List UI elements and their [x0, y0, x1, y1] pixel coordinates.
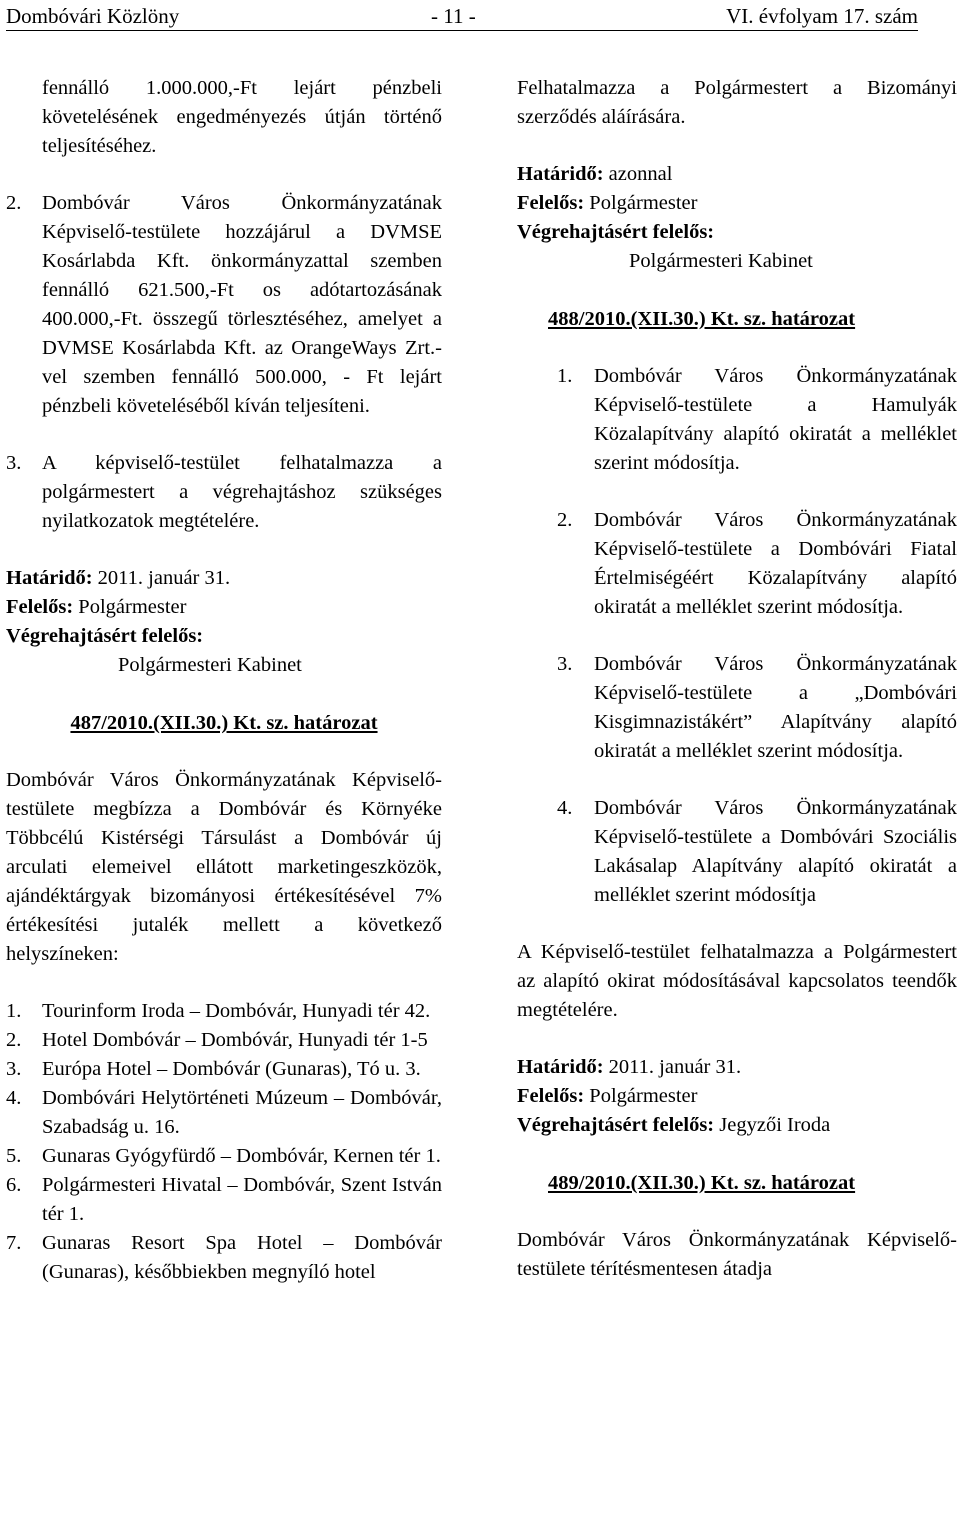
- exec-label: Végrehajtásért felelős:: [517, 221, 715, 243]
- decision-item-2: [6, 189, 442, 421]
- item-text: Dombóvár Város Önkormányzatának Képviselő-testülete hozzájárul a DVMSE Kosárlabda Kft. önkormányzattal szemben fennálló 621.500,-Ft os adótartozásának 400.000,-Ft. összegű törlesztéséhez, amelyet a DVMSE Kosárlabda Kft. az OrangeWays Zrt.-vel szemben fennálló 500.000, - Ft lejárt pénzbeli követeléséből kíván teljesíteni.: [42, 192, 442, 417]
- location-number: 4.: [6, 1087, 22, 1109]
- location-number: 3.: [6, 1058, 22, 1080]
- resolution-488-item: [517, 362, 957, 478]
- exec-value: Jegyzői Iroda: [719, 1114, 831, 1136]
- exec-label: Végrehajtásért felelős:: [517, 1114, 715, 1136]
- deadline-label: Határidő:: [6, 567, 93, 589]
- location-item: [6, 1142, 442, 1171]
- item-text: Dombóvár Város Önkormányzatának Képviselő-testülete a Dombóvári Szociális Lakásalap Alapítvány alapító okiratát a melléklet szerint módosítja: [594, 797, 957, 906]
- location-item: [6, 997, 442, 1026]
- exec-label: Végrehajtásért felelős:: [6, 625, 204, 647]
- location-text: Tourinform Iroda – Dombóvár, Hunyadi tér 42.: [42, 1000, 431, 1022]
- location-text: Dombóvári Helytörténeti Múzeum – Dombóvár, Szabadság u. 16.: [42, 1087, 442, 1138]
- authorize-text: Felhatalmazza a Polgármestert a Bizományi szerződés aláírására.: [517, 77, 957, 128]
- location-item: [6, 1229, 442, 1287]
- exec-line: [517, 1111, 957, 1140]
- item-text: Dombóvár Város Önkormányzatának Képviselő-testülete a „Dombóvári Kisgimnazistákért” Alapítvány alapító okiratát a melléklet szerint módosítja.: [594, 653, 957, 762]
- responsible-line: [6, 593, 442, 622]
- location-number: 7.: [6, 1232, 22, 1254]
- location-text: Gunaras Resort Spa Hotel – Dombóvár (Gunaras), későbbiekben megnyíló hotel: [42, 1232, 442, 1283]
- exec-value: Polgármesteri Kabinet: [629, 250, 813, 272]
- deadline-value: 2011. január 31.: [608, 1056, 742, 1078]
- location-number: 5.: [6, 1145, 22, 1167]
- location-item: [6, 1055, 442, 1084]
- responsible-label: Felelős:: [6, 596, 74, 618]
- location-text: Hotel Dombóvár – Dombóvár, Hunyadi tér 1-5: [42, 1029, 428, 1051]
- item-number: 2.: [6, 192, 22, 214]
- deadline-value: 2011. január 31.: [97, 567, 231, 589]
- exec-value: Polgármesteri Kabinet: [118, 654, 302, 676]
- responsible-value: Polgármester: [589, 1085, 698, 1107]
- deadline-value: azonnal: [608, 163, 673, 185]
- item-number: 1.: [557, 365, 573, 387]
- location-item: [6, 1171, 442, 1229]
- resolution-title-487: 487/2010.(XII.30.) Kt. sz. határozat: [70, 712, 378, 734]
- item-text: A képviselő-testület felhatalmazza a polgármestert a végrehajtáshoz szükséges nyilatkozatok megtételére.: [42, 452, 442, 532]
- location-item: [6, 1026, 442, 1055]
- location-number: 2.: [6, 1029, 22, 1051]
- closing-text: A Képviselő-testület felhatalmazza a Polgármestert az alapító okirat módosításával kapcsolatos teendők megtételére.: [517, 941, 957, 1021]
- item-number: 4.: [557, 797, 573, 819]
- item-text: Dombóvár Város Önkormányzatának Képviselő-testülete a Hamulyák Közalapítvány alapító okiratát a melléklet szerint módosítja.: [594, 365, 957, 474]
- deadline-line: [517, 160, 957, 189]
- resolution-488-item: [517, 794, 957, 910]
- location-text: Gunaras Gyógyfürdő – Dombóvár, Kernen tér 1.: [42, 1145, 441, 1167]
- item-text: Dombóvár Város Önkormányzatának Képviselő-testülete a Dombóvári Fiatal Értelmiségéért Közalapítvány alapító okiratát a melléklet szerint módosítja.: [594, 509, 957, 618]
- resolution-488-item: [517, 650, 957, 766]
- deadline-line: [517, 1053, 957, 1082]
- continued-item-1: fennálló 1.000.000,-Ft lejárt pénzbeli követelésének engedményezés útján történő teljesítéséhez.: [42, 77, 442, 157]
- resolution-487-intro: Dombóvár Város Önkormányzatának Képviselő-testülete megbízza a Dombóvár és Környéke Többcélú Kistérségi Társulást a Dombóvár új arculati elemeivel ellátott marketingeszközök, ajándéktárgyak bizományosi értékesítésével 7% értékesítési jutalék mellett a következő helyszíneken:: [6, 769, 442, 965]
- location-item: [6, 1084, 442, 1142]
- deadline-label: Határidő:: [517, 163, 604, 185]
- item-number: 3.: [557, 653, 573, 675]
- deadline-line: [6, 564, 442, 593]
- location-text: Európa Hotel – Dombóvár (Gunaras), Tó u. 3.: [42, 1058, 421, 1080]
- page-number: - 11 -: [431, 4, 476, 28]
- responsible-line: [517, 189, 957, 218]
- location-number: 1.: [6, 1000, 22, 1022]
- resolution-title-489: 489/2010.(XII.30.) Kt. sz. határozat: [548, 1172, 856, 1194]
- page-header: [6, 2, 918, 31]
- responsible-label: Felelős:: [517, 192, 585, 214]
- deadline-label: Határidő:: [517, 1056, 604, 1078]
- item-number: 2.: [557, 509, 573, 531]
- decision-item-3: [6, 449, 442, 536]
- location-number: 6.: [6, 1174, 22, 1196]
- responsible-value: Polgármester: [589, 192, 698, 214]
- responsible-value: Polgármester: [78, 596, 187, 618]
- right-column: [517, 74, 957, 1284]
- resolution-489-intro: Dombóvár Város Önkormányzatának Képviselő-testülete térítésmentesen átadja: [517, 1229, 957, 1280]
- location-text: Polgármesteri Hivatal – Dombóvár, Szent István tér 1.: [42, 1174, 442, 1225]
- resolution-title-488: 488/2010.(XII.30.) Kt. sz. határozat: [548, 308, 856, 330]
- responsible-label: Felelős:: [517, 1085, 585, 1107]
- publication-title: Dombóvári Közlöny: [6, 4, 180, 28]
- resolution-488-item: [517, 506, 957, 622]
- responsible-line: [517, 1082, 957, 1111]
- left-column: [6, 74, 442, 1287]
- volume-info: VI. évfolyam 17. szám: [726, 4, 918, 28]
- item-number: 3.: [6, 452, 22, 474]
